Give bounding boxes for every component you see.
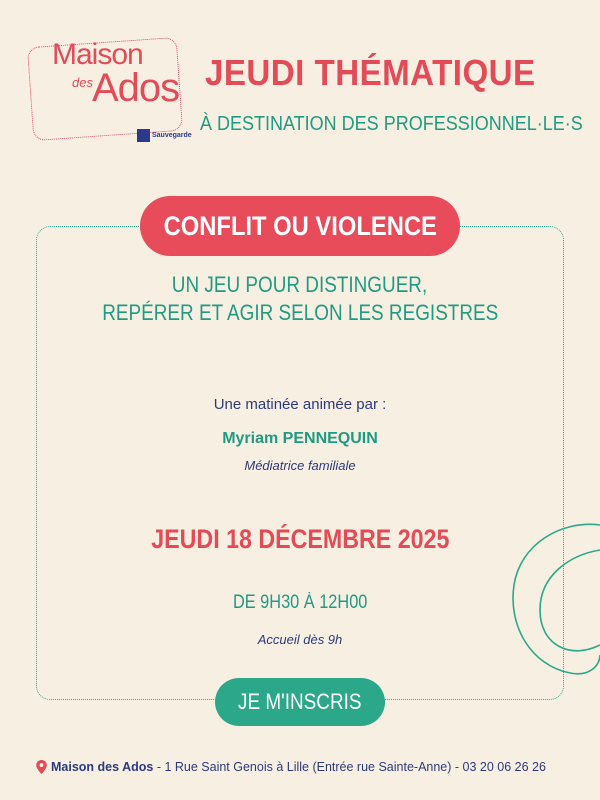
decorative-loop-shape <box>500 515 600 715</box>
tagline-line-1-text: UN JEU POUR DISTINGUER, <box>172 272 428 297</box>
sauvegarde-logo-text: Sauvegarde <box>152 132 192 139</box>
page-subtitle: À DESTINATION DES PROFESSIONNEL·LE·S <box>200 113 583 135</box>
footer-place-name: Maison des Ados <box>51 760 154 774</box>
logo-ados-text: Ados <box>92 66 180 110</box>
page-title: JEUDI THÉMATIQUE <box>205 52 536 93</box>
location-pin-icon <box>36 760 47 774</box>
logo-maison-text: Maison <box>52 38 143 71</box>
event-name-banner <box>140 196 460 256</box>
register-button-label: JE M'INSCRIS <box>238 689 362 714</box>
footer-address-text: - 1 Rue Saint Genois à Lille (Entrée rue Sainte-Anne) - 03 20 06 26 26 <box>153 760 546 774</box>
register-button[interactable] <box>215 678 385 726</box>
footer-address <box>36 760 576 774</box>
sauvegarde-logo-mark <box>137 129 150 142</box>
tagline-line-2 <box>0 300 600 326</box>
speaker-role: Médiatrice familiale <box>244 458 356 473</box>
speaker-name: Myriam PENNEQUIN <box>222 430 378 447</box>
tagline-line-1 <box>0 272 600 298</box>
event-time-text: DE 9H30 À 12H00 <box>232 592 368 613</box>
logo-des-text: des <box>72 75 93 90</box>
event-name: CONFLIT OU VIOLENCE <box>163 210 437 241</box>
welcome-time: Accueil dès 9h <box>257 632 343 647</box>
intro-text: Une matinée animée par : <box>213 396 387 413</box>
tagline-line-2-text: REPÉRER ET AGIR SELON LES REGISTRES <box>101 300 499 325</box>
sauvegarde-logo <box>137 129 192 142</box>
event-date-text: JEUDI 18 DÉCEMBRE 2025 <box>150 524 450 554</box>
